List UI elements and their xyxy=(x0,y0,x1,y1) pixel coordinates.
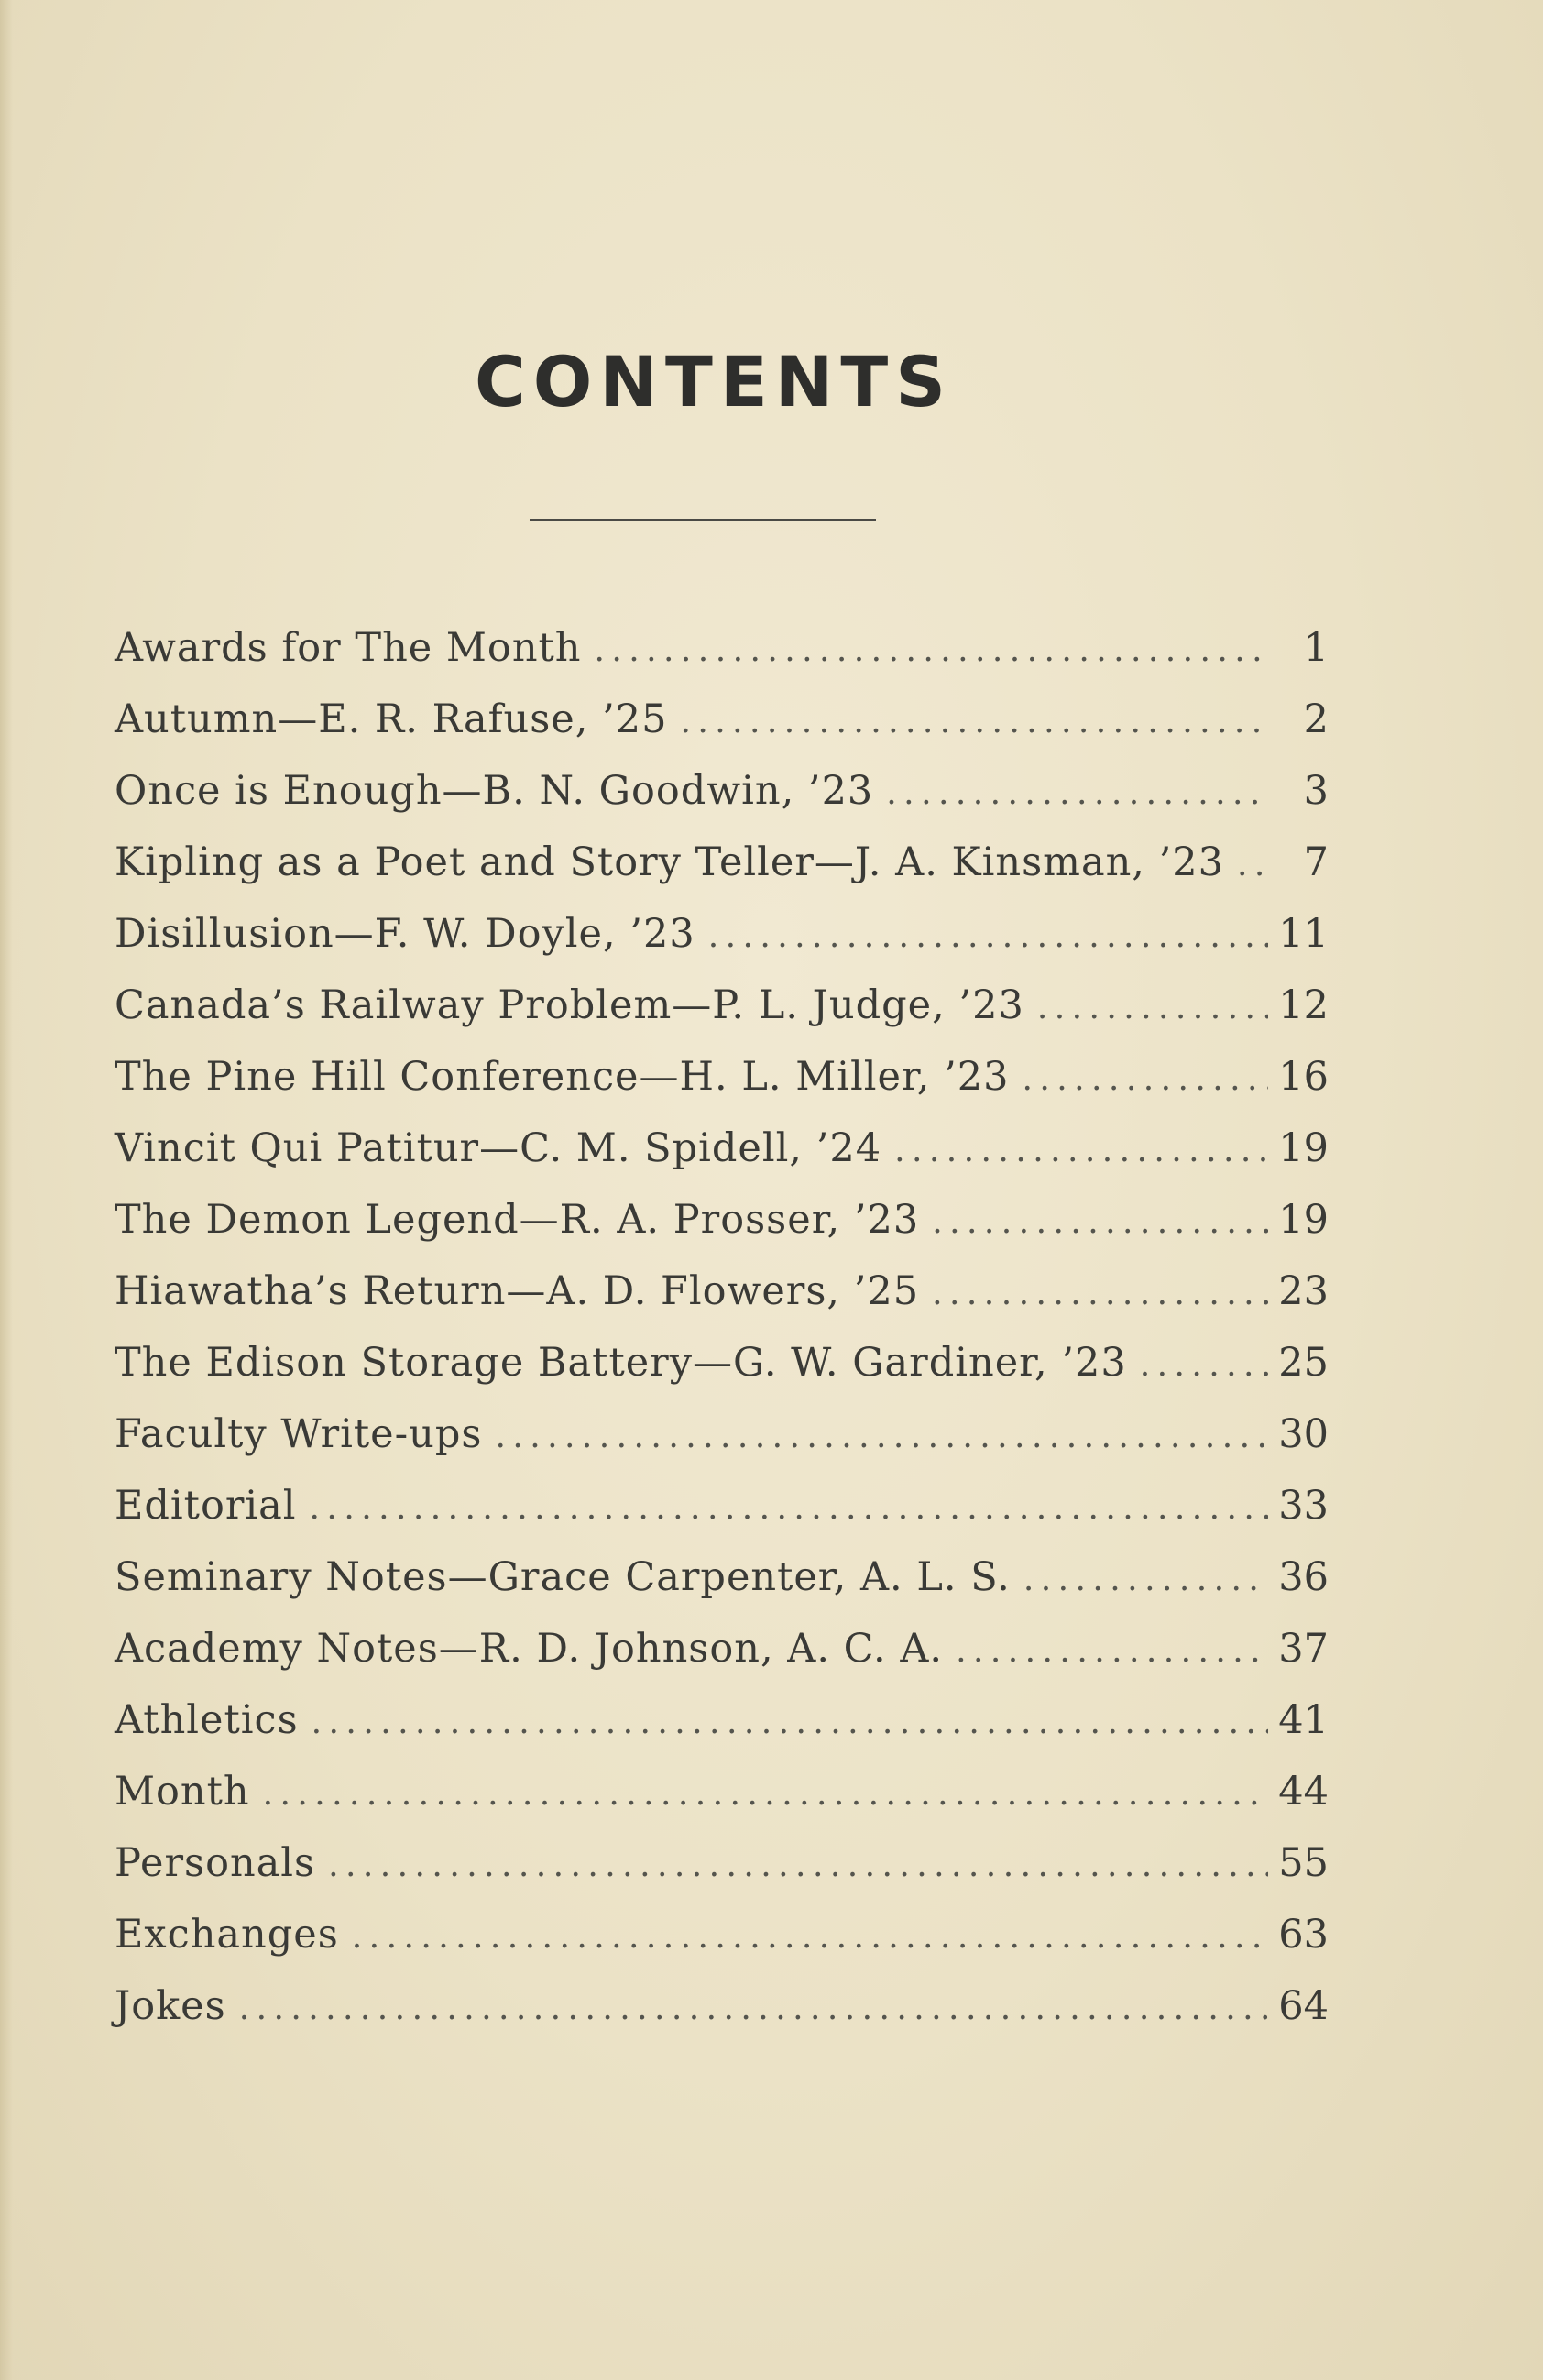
toc-entry xyxy=(115,1541,1329,1613)
toc-entry-title: Autumn—E. R. Rafuse, ’25 xyxy=(115,696,668,742)
toc-dot-leader xyxy=(328,1830,1268,1902)
toc-dot-leader xyxy=(1023,1544,1268,1616)
toc-entry-page: 16 xyxy=(1278,1054,1329,1100)
toc-entry-title: Month xyxy=(115,1769,250,1815)
toc-entry xyxy=(115,1327,1329,1398)
toc-entry-page: 19 xyxy=(1278,1197,1329,1243)
toc-entry xyxy=(115,827,1329,898)
toc-entry-page: 37 xyxy=(1278,1626,1329,1672)
toc-entry xyxy=(115,1899,1329,1970)
toc-entry xyxy=(115,1184,1329,1256)
toc-entry-title: Vincit Qui Patitur—C. M. Spidell, ’24 xyxy=(115,1125,882,1171)
toc-entry xyxy=(115,1041,1329,1113)
toc-dot-leader xyxy=(932,1258,1268,1330)
toc-entry xyxy=(115,1113,1329,1184)
toc-entry-title: Disillusion—F. W. Doyle, ’23 xyxy=(115,911,695,957)
toc-entry xyxy=(115,1256,1329,1327)
toc-dot-leader xyxy=(708,901,1268,972)
toc-entry xyxy=(115,1470,1329,1541)
toc-entry-title: Academy Notes—R. D. Johnson, A. C. A. xyxy=(115,1626,944,1672)
toc-entry-title: Faculty Write-ups xyxy=(115,1411,483,1457)
toc-dot-leader xyxy=(495,1401,1268,1473)
toc-entry-title: The Demon Legend—R. A. Prosser, ’23 xyxy=(115,1197,920,1243)
toc-entry-page: 44 xyxy=(1278,1769,1329,1815)
toc-entry-title: Hiawatha’s Return—A. D. Flowers, ’25 xyxy=(115,1268,920,1314)
toc-entry-page: 19 xyxy=(1278,1125,1329,1171)
toc-entry xyxy=(115,1613,1329,1684)
toc-dot-leader xyxy=(312,1687,1268,1759)
toc-entry-page: 2 xyxy=(1303,696,1329,742)
toc-dot-leader xyxy=(1237,829,1268,901)
page-title: CONTENTS xyxy=(475,341,953,422)
toc-entry-page: 30 xyxy=(1278,1411,1329,1457)
toc-entry-title: Athletics xyxy=(115,1697,299,1743)
toc-entry-page: 3 xyxy=(1303,768,1329,814)
toc-entry-page: 12 xyxy=(1278,982,1329,1028)
toc-entry-title: Exchanges xyxy=(115,1912,339,1958)
toc-entry xyxy=(115,970,1329,1041)
toc-entry xyxy=(115,1684,1329,1756)
toc-dot-leader xyxy=(886,758,1268,829)
toc-entry-title: The Pine Hill Conference—H. L. Miller, ’23 xyxy=(115,1054,1010,1100)
toc-entry xyxy=(115,684,1329,755)
toc-entry-page: 33 xyxy=(1278,1483,1329,1529)
toc-entry-page: 1 xyxy=(1303,625,1329,671)
toc-entry xyxy=(115,1827,1329,1899)
toc-entry-page: 23 xyxy=(1278,1268,1329,1314)
toc-dot-leader xyxy=(1037,972,1268,1044)
toc-entry-page: 36 xyxy=(1278,1554,1329,1600)
toc-entry xyxy=(115,612,1329,684)
toc-entry-page: 63 xyxy=(1278,1912,1329,1958)
toc-dot-leader xyxy=(1023,1044,1269,1115)
toc-dot-leader xyxy=(956,1616,1268,1687)
toc-entry-title: Awards for The Month xyxy=(115,625,582,671)
toc-entry-title: The Edison Storage Battery—G. W. Gardiner, ’23 xyxy=(115,1340,1127,1386)
toc-entry xyxy=(115,898,1329,970)
toc-entry-title: Kipling as a Poet and Story Teller—J. A. Kinsman, ’23 xyxy=(115,839,1224,885)
toc-entry-page: 11 xyxy=(1278,911,1329,957)
toc-entry-page: 7 xyxy=(1303,839,1329,885)
toc-entry-page: 55 xyxy=(1278,1840,1329,1886)
toc-entry xyxy=(115,755,1329,827)
toc-entry-title: Once is Enough—B. N. Goodwin, ’23 xyxy=(115,768,874,814)
toc-dot-leader xyxy=(352,1902,1268,1973)
toc-dot-leader xyxy=(594,615,1268,686)
toc-entry xyxy=(115,1970,1329,2042)
toc-entry xyxy=(115,1756,1329,1827)
toc-dot-leader xyxy=(1140,1330,1268,1401)
table-of-contents xyxy=(115,612,1329,2042)
toc-entry-page: 64 xyxy=(1278,1983,1329,2029)
toc-entry-page: 41 xyxy=(1278,1697,1329,1743)
toc-dot-leader xyxy=(310,1473,1268,1544)
toc-dot-leader xyxy=(263,1759,1268,1830)
toc-entry xyxy=(115,1398,1329,1470)
toc-entry-title: Seminary Notes—Grace Carpenter, A. L. S. xyxy=(115,1554,1011,1600)
toc-entry-title: Editorial xyxy=(115,1483,297,1529)
toc-dot-leader xyxy=(680,686,1268,758)
toc-entry-title: Jokes xyxy=(115,1983,226,2029)
toc-entry-page: 25 xyxy=(1278,1340,1329,1386)
title-divider xyxy=(530,519,876,521)
toc-entry-title: Canada’s Railway Problem—P. L. Judge, ’23 xyxy=(115,982,1024,1028)
toc-dot-leader xyxy=(239,1973,1268,2045)
toc-entry-title: Personals xyxy=(115,1840,316,1886)
toc-dot-leader xyxy=(894,1115,1268,1187)
toc-dot-leader xyxy=(932,1187,1268,1258)
